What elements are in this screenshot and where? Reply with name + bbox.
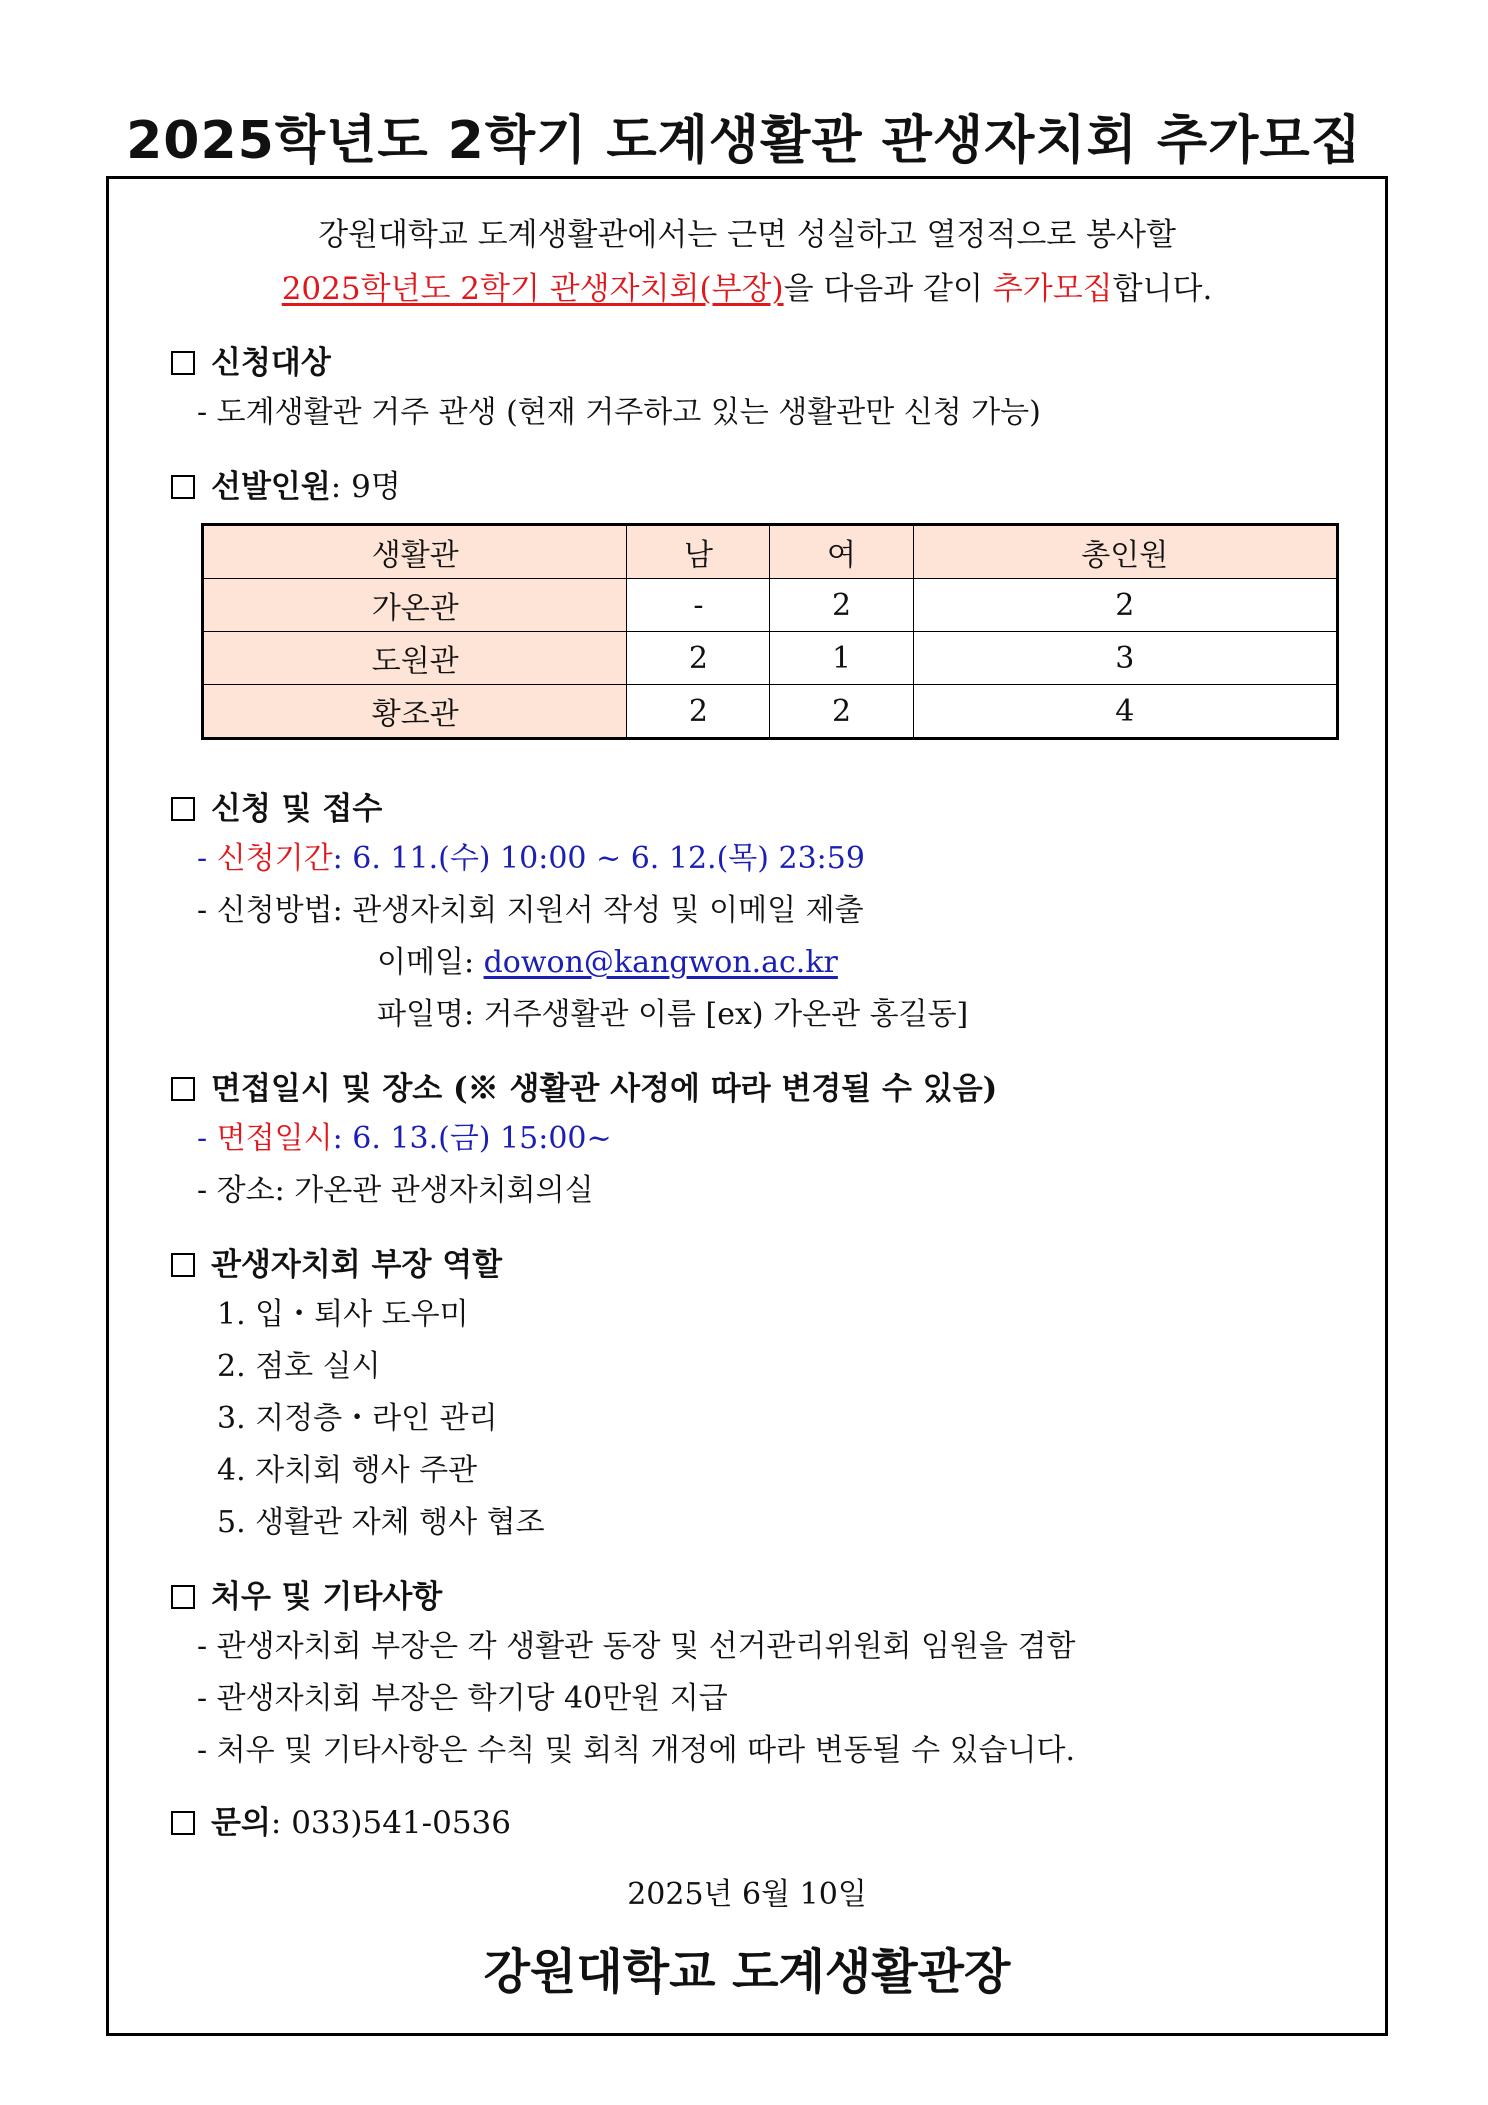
checkbox-icon <box>171 351 195 375</box>
row-dormitory: 도원관 <box>203 632 627 685</box>
checkbox-icon <box>171 797 195 821</box>
section-application-heading: 신청 및 접수 <box>171 783 382 828</box>
table-row <box>203 579 1338 632</box>
table-row <box>203 685 1338 739</box>
column-header-male: 남 <box>627 525 770 579</box>
application-method: - 신청방법: 관생자치회 지원서 작성 및 이메일 제출 <box>197 893 864 928</box>
cell-male: 2 <box>627 685 770 739</box>
checkbox-icon <box>171 1077 195 1101</box>
intro-mid: 을 다음과 같이 <box>783 271 993 307</box>
application-period-label: 신청기간 <box>216 841 333 876</box>
list-item: - 처우 및 기타사항은 수칙 및 회칙 개정에 따라 변동될 수 있습니다. <box>197 1733 1076 1768</box>
contact-phone: : 033)541-0536 <box>270 1805 512 1841</box>
list-item: 1. 입・퇴사 도우미 <box>217 1297 469 1332</box>
application-period: - 신청기간: 6. 11.(수) 10:00 ~ 6. 12.(목) 23:59 <box>197 841 865 876</box>
column-header-total: 총인원 <box>913 525 1337 579</box>
issue-date: 2025년 6월 10일 <box>627 1877 867 1912</box>
cell-female: 2 <box>770 579 913 632</box>
quota-value: : 9명 <box>330 469 401 505</box>
column-header-female: 여 <box>770 525 913 579</box>
cell-male: 2 <box>627 632 770 685</box>
email-label: 이메일: <box>377 945 484 980</box>
table-header-row <box>203 525 1338 579</box>
checkbox-icon <box>171 1585 195 1609</box>
section-eligibility-heading: 신청대상 <box>171 337 331 382</box>
column-header-dormitory: 생활관 <box>203 525 627 579</box>
interview-date-label: 면접일시 <box>216 1121 333 1156</box>
row-dormitory: 가온관 <box>203 579 627 632</box>
section-contact-heading: 문의: 033)541-0536 <box>171 1797 511 1842</box>
table-row <box>203 632 1338 685</box>
checkbox-icon <box>171 1253 195 1277</box>
issuing-organization: 강원대학교 도계생활관장 <box>483 1944 1011 2000</box>
cell-female: 1 <box>770 632 913 685</box>
section-benefits-heading: 처우 및 기타사항 <box>171 1571 442 1616</box>
cell-total: 3 <box>913 632 1337 685</box>
list-item: - 관생자치회 부장은 학기당 40만원 지급 <box>197 1681 728 1716</box>
section-interview-heading: 면접일시 및 장소 (※ 생활관 사정에 따라 변경될 수 있음) <box>171 1063 997 1108</box>
section-quota-heading: 선발인원: 9명 <box>171 461 401 506</box>
quota-table <box>201 523 1339 740</box>
application-email <box>377 937 838 981</box>
cell-male: - <box>627 579 770 632</box>
checkbox-icon <box>171 475 195 499</box>
interview-place: - 장소: 가온관 관생자치회의실 <box>197 1173 594 1208</box>
interview-date: - 면접일시: 6. 13.(금) 15:00~ <box>197 1121 612 1156</box>
application-filename: 파일명: 거주생활관 이름 [ex) 가온관 홍길동] <box>377 997 969 1032</box>
cell-total: 4 <box>913 685 1337 739</box>
interview-note: (※ 생활관 사정에 따라 변경될 수 있음) <box>442 1071 998 1107</box>
email-link[interactable]: dowon@kangwon.ac.kr <box>483 945 838 980</box>
application-period-value: : 6. 11.(수) 10:00 ~ 6. 12.(목) 23:59 <box>332 841 865 876</box>
cell-female: 2 <box>770 685 913 739</box>
row-dormitory: 황조관 <box>203 685 627 739</box>
intro-end: 합니다. <box>1112 271 1213 307</box>
list-item: 5. 생활관 자체 행사 협조 <box>217 1505 545 1540</box>
checkbox-icon <box>171 1811 195 1835</box>
list-item: 3. 지정층・라인 관리 <box>217 1401 498 1436</box>
section-roles-heading: 관생자치회 부장 역할 <box>171 1239 502 1284</box>
list-item: 2. 점호 실시 <box>217 1349 381 1384</box>
cell-total: 2 <box>913 579 1337 632</box>
intro-highlight-recruit: 2025학년도 2학기 관생자치회(부장) <box>281 271 784 307</box>
notice-frame <box>106 176 1388 2036</box>
intro-line-2 <box>109 263 1385 308</box>
page-title: 2025학년도 2학기 도계생활관 관생자치회 추가모집 <box>126 111 1362 171</box>
intro-line-1: 강원대학교 도계생활관에서는 근면 성실하고 열정적으로 봉사할 <box>318 217 1176 253</box>
list-item: - 관생자치회 부장은 각 생활관 동장 및 선거관리위원회 임원을 겸함 <box>197 1629 1076 1664</box>
eligibility-item: - 도계생활관 거주 관생 (현재 거주하고 있는 생활관만 신청 가능) <box>197 395 1041 430</box>
interview-date-value: : 6. 13.(금) 15:00~ <box>332 1121 612 1156</box>
intro-highlight-additional: 추가모집 <box>992 271 1113 307</box>
list-item: 4. 자치회 행사 주관 <box>217 1453 478 1488</box>
